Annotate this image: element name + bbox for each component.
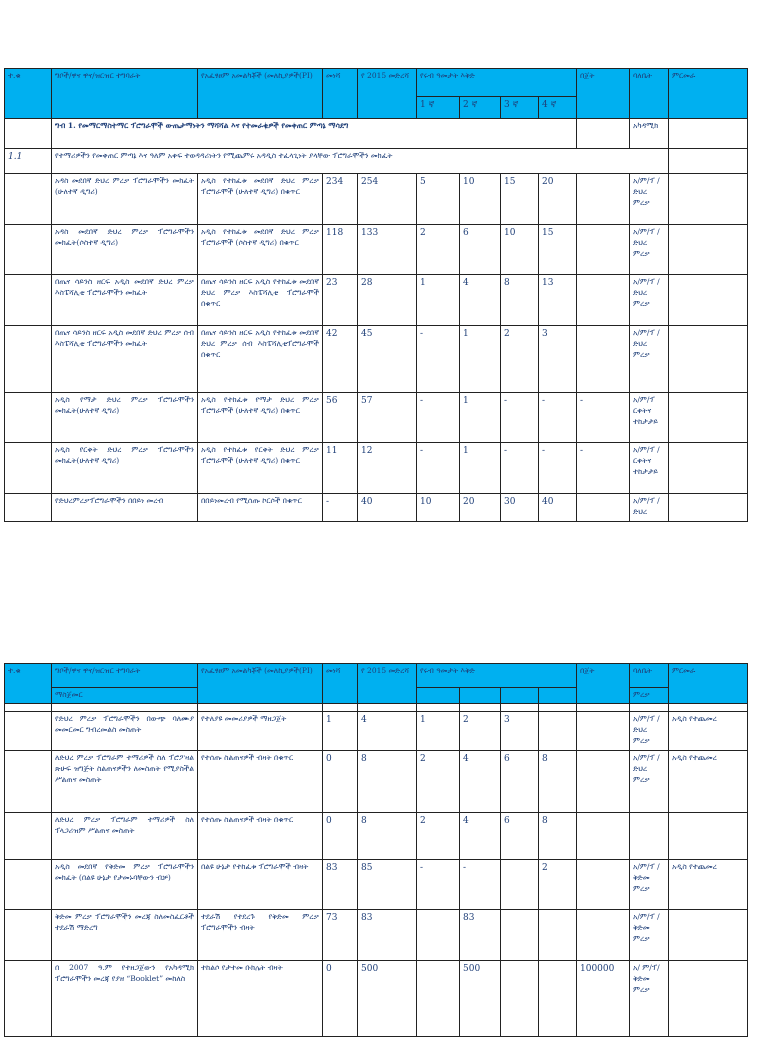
base-cell: 23 xyxy=(323,275,358,326)
owner-cell: አ/ም/ፕ / ድህረ xyxy=(630,494,669,522)
table-2-header-row xyxy=(5,664,748,688)
activity-cell: ለድህረ ምረቃ ፕሮግራም ተማሪዎች ስለ ፕላጋሪዝም ሥልጠና መስጠት xyxy=(52,812,198,859)
q3-cell: 15 xyxy=(501,174,539,225)
table-row xyxy=(5,275,748,326)
header-budget: በጀት xyxy=(577,664,630,704)
owner-cell: አ/ም/ፕ /ቅድመ ምረቃ xyxy=(630,909,669,960)
budget-cell xyxy=(577,326,630,393)
table-row xyxy=(5,326,748,393)
target-cell: 8 xyxy=(358,750,417,812)
q3-cell: 2 xyxy=(501,326,539,393)
budget-cell xyxy=(577,859,630,909)
target-cell: 40 xyxy=(358,494,417,522)
q4-cell: 2 xyxy=(539,859,577,909)
target-cell: 4 xyxy=(358,711,417,750)
remark-cell: አዲስ የተጨመረ xyxy=(669,859,748,909)
no-cell xyxy=(5,225,52,275)
pi-cell: አዲስ የተከፈቱ መደበኛ ድህረ ምረቃ ፕሮግራሞች (ሶስተኛ ዲግሪ) በቁጥር xyxy=(198,225,323,275)
budget-cell xyxy=(577,494,630,522)
q2-cell: 2 xyxy=(460,711,501,750)
pi-cell: በጤና ሳይንስ ዘርፍ አዲስ የተከፈቱ መደበኛ ድህረ ምረቃ ሰብ እስፔሻሊቲፕሮግራሞች በቁጥር xyxy=(198,326,323,393)
plan-table-2 xyxy=(4,663,748,1037)
table-row xyxy=(5,393,748,443)
header-pi: የአፈፃፀም አመልካቾች (መለኪያዎች(PI) xyxy=(198,664,323,704)
pi-cell: ተደራሽ የተደረጉ የቅድመ ምረቃ ፕሮግራሞችን ብዛት xyxy=(198,909,323,960)
continued-owner: ምረቃ xyxy=(630,688,669,704)
activity-cell: በጤና ሳይንስ ዘርፍ አዲስ መደበኛ ድህረ ምረቃ እስፔሻሊቲ ፕሮግራሞችን መክፈት xyxy=(52,275,198,326)
table-row xyxy=(5,225,748,275)
target-cell: 45 xyxy=(358,326,417,393)
goal-owner: አካዳሚክ xyxy=(630,119,669,149)
budget-cell: - xyxy=(577,443,630,494)
budget-cell: - xyxy=(577,393,630,443)
remark-cell xyxy=(669,960,748,1036)
q3-cell: 10 xyxy=(501,225,539,275)
subgoal-row xyxy=(5,149,748,174)
header-activity: ግቦች/ዋና ዋና/ዝርዝር ተግባራት xyxy=(52,69,198,119)
q4-cell xyxy=(539,909,577,960)
no-cell xyxy=(5,960,52,1036)
budget-cell xyxy=(577,174,630,225)
q2-cell: 20 xyxy=(460,494,501,522)
no-cell xyxy=(5,326,52,393)
remark-cell xyxy=(669,326,748,393)
target-cell: 8 xyxy=(358,812,417,859)
q2-cell: - xyxy=(460,859,501,909)
no-cell xyxy=(5,393,52,443)
no-cell xyxy=(5,494,52,522)
table-1-body xyxy=(5,174,748,522)
header-quarters: የሩብ ዓመታት እቅድ xyxy=(417,69,577,97)
q3-cell: - xyxy=(501,393,539,443)
owner-cell: አ/ም/ፕ / ድህረ ምረቃ xyxy=(630,174,669,225)
remark-cell xyxy=(669,275,748,326)
no-cell xyxy=(5,711,52,750)
table-row xyxy=(5,174,748,225)
no-cell xyxy=(5,909,52,960)
owner-cell: አ/ም/ፕ / ቅድመ ምረቃ xyxy=(630,859,669,909)
table-2-body xyxy=(5,711,748,1036)
header-activity: ግቦች/ዋና ዋና/ዝርዝር ተግባራት xyxy=(52,664,198,688)
pi-cell: በጤና ሳይንስ ዘርፍ አዲስ የተከፈቱ መደበኛ ድህረ ምረቃ እስፔሻሊቲ ፕሮግራሞች በቁጥር xyxy=(198,275,323,326)
owner-cell: አ/ም/ፕ / ድህረ ምረቃ xyxy=(630,225,669,275)
base-cell: - xyxy=(323,494,358,522)
budget-cell xyxy=(577,225,630,275)
pi-cell: የተሰጡ ስልጠናዎች ብዛት በቁጥር xyxy=(198,750,323,812)
target-cell: 500 xyxy=(358,960,417,1036)
q1-cell: 2 xyxy=(417,812,460,859)
owner-cell: አ/ም/ፕ / ድህረ ምረቃ xyxy=(630,711,669,750)
q1-cell xyxy=(417,960,460,1036)
remark-cell xyxy=(669,225,748,275)
q3-cell: 30 xyxy=(501,494,539,522)
pi-cell: በልዩ ሁኔታ የተከፈቱ ፕሮግራሞች ብዛት xyxy=(198,859,323,909)
q3-cell: 6 xyxy=(501,750,539,812)
pi-cell: አዲስ የተከፈቱ የማታ ድህረ ምረቃ ፕሮግራሞች (ሁለተኛ ዲግሪ) በቁጥር xyxy=(198,393,323,443)
remark-cell xyxy=(669,812,748,859)
base-cell: 11 xyxy=(323,443,358,494)
table-row xyxy=(5,711,748,750)
budget-cell xyxy=(577,275,630,326)
remark-cell: አዲስ የተጨመረ xyxy=(669,711,748,750)
remark-cell xyxy=(669,909,748,960)
header-owner: ባለቤት xyxy=(630,69,669,119)
goal-row xyxy=(5,119,748,149)
q1-cell: 2 xyxy=(417,225,460,275)
table-row xyxy=(5,750,748,812)
activity-cell: አዳስ መደበኛ ድህረ ምረቃ ፕሮግራሞችን መክፈት (ሁለተኛ ዲግሪ) xyxy=(52,174,198,225)
q3-cell: 6 xyxy=(501,812,539,859)
header-q4: 4 ኛ xyxy=(539,97,577,119)
owner-cell: አ/ም/ፕ ርቀትና ተከታታይ xyxy=(630,393,669,443)
header-remark: ምርመራ xyxy=(669,664,748,704)
header-base: መነሻ xyxy=(323,69,358,119)
no-cell xyxy=(5,750,52,812)
q1-cell: - xyxy=(417,393,460,443)
table-row xyxy=(5,443,748,494)
no-cell xyxy=(5,443,52,494)
q4-cell: 15 xyxy=(539,225,577,275)
q1-cell: 1 xyxy=(417,275,460,326)
no-cell xyxy=(5,275,52,326)
pi-cell: አዲስ የተከፈቱ መደበኛ ድህረ ምረቃ ፕሮግራሞች (ሁለተኛ ዲግሪ) በቁጥር xyxy=(198,174,323,225)
base-cell: 0 xyxy=(323,960,358,1036)
q3-cell xyxy=(501,909,539,960)
q1-cell: - xyxy=(417,443,460,494)
q1-cell: - xyxy=(417,859,460,909)
q3-cell: - xyxy=(501,443,539,494)
header-base: መነሻ xyxy=(323,664,358,704)
budget-cell xyxy=(577,711,630,750)
activity-cell: አዳስ መደበኛ ድህረ ምረቃ ፕሮግራሞችን መክፈት(ሶስተኛ ዲግሪ) xyxy=(52,225,198,275)
q3-cell xyxy=(501,960,539,1036)
base-cell: 56 xyxy=(323,393,358,443)
target-cell: 57 xyxy=(358,393,417,443)
header-no: ተ.ቁ xyxy=(5,69,52,119)
activity-cell: ቅድመ ምረቃ ፕሮግራሞችን መረጃ ስለመስፈርቶች ተደራሽ ማድረግ xyxy=(52,909,198,960)
base-cell: 0 xyxy=(323,812,358,859)
q2-cell: 4 xyxy=(460,750,501,812)
table-row xyxy=(5,909,748,960)
no-cell xyxy=(5,812,52,859)
table-row xyxy=(5,812,748,859)
header-target-2015: የ 2015 መድረሻ xyxy=(358,664,417,704)
q3-cell: 8 xyxy=(501,275,539,326)
activity-cell: ለድህረ ምረቃ ፕሮግራም ተማሪዎች ስለ ፕሮፖዛል ጽሁፍ ዝግጅት ስልጠናዎችን ለመስጠት የሚያስችል ሥልጠና መስጠት xyxy=(52,750,198,812)
q1-cell xyxy=(417,909,460,960)
owner-cell: አ/ም/ፕ / ድህረ ምረቃ xyxy=(630,275,669,326)
budget-cell xyxy=(577,909,630,960)
budget-cell xyxy=(577,812,630,859)
remark-cell xyxy=(669,443,748,494)
q2-cell: 4 xyxy=(460,275,501,326)
table-row xyxy=(5,494,748,522)
remark-cell xyxy=(669,393,748,443)
activity-cell: አዲስ የማታ ድህረ ምረቃ ፕሮግራሞችን መክፈት(ሁለተኛ ዲግሪ) xyxy=(52,393,198,443)
target-cell: 254 xyxy=(358,174,417,225)
owner-cell: አ/ም/ፕ / ድህረ ምረቃ xyxy=(630,326,669,393)
q1-cell: 2 xyxy=(417,750,460,812)
table-row xyxy=(5,859,748,909)
q4-cell: 40 xyxy=(539,494,577,522)
subgoal-index: 1.1 xyxy=(5,149,52,174)
header-remark: ምርመራ xyxy=(669,69,748,119)
budget-cell xyxy=(577,750,630,812)
q2-cell: 4 xyxy=(460,812,501,859)
base-cell: 234 xyxy=(323,174,358,225)
base-cell: 0 xyxy=(323,750,358,812)
q4-cell: 8 xyxy=(539,750,577,812)
plan-table-1 xyxy=(4,68,748,522)
q4-cell: - xyxy=(539,443,577,494)
header-q2: 2 ኛ xyxy=(460,97,501,119)
pi-cell: ተከልሶ የታተመ ቡክሌት ብዛት xyxy=(198,960,323,1036)
q3-cell: 3 xyxy=(501,711,539,750)
base-cell: 42 xyxy=(323,326,358,393)
remark-cell: አዲስ የተጨመረ xyxy=(669,750,748,812)
q3-cell xyxy=(501,859,539,909)
q4-cell: 8 xyxy=(539,812,577,859)
header-no: ተ.ቁ xyxy=(5,664,52,704)
owner-cell: አ/ም/ፕ / ድህረ ምረቃ xyxy=(630,750,669,812)
q4-cell xyxy=(539,960,577,1036)
q2-cell: 10 xyxy=(460,174,501,225)
q2-cell: 83 xyxy=(460,909,501,960)
header-budget: በጀት xyxy=(577,69,630,119)
header-owner: ባለቤት xyxy=(630,664,669,688)
target-cell: 28 xyxy=(358,275,417,326)
table-header-row xyxy=(5,69,748,97)
target-cell: 83 xyxy=(358,909,417,960)
table-row xyxy=(5,960,748,1036)
activity-cell: በ 2007 ዓ.ም የተዘጋጀውን የአካዳሚክ ፕሮግራሞችን መረጃ የያዘ “Booklet” መከለስ xyxy=(52,960,198,1036)
pi-cell: የተለያዩ መመሪያዎች ማዘጋጀት xyxy=(198,711,323,750)
activity-cell: የድህረ ምረቃ ፕሮግራሞችን በውጭ ባለሙያ መመርመር ግብረመልስ መስጠት xyxy=(52,711,198,750)
budget-cell: 100000 xyxy=(577,960,630,1036)
q1-cell: - xyxy=(417,326,460,393)
q2-cell: 1 xyxy=(460,326,501,393)
header-q3: 3 ኛ xyxy=(501,97,539,119)
base-cell: 118 xyxy=(323,225,358,275)
no-cell xyxy=(5,174,52,225)
activity-cell: አዲስ መደበኛ የቅድመ ምረቃ ፕሮግራሞችን መክፈት (በልዩ ሁኔታ የታመኑባቸውን ብቻ) xyxy=(52,859,198,909)
activity-cell: አዲስ የርቀት ድህረ ምረቃ ፕሮግራሞችን መክፈት(ሁለተኛ ዲግሪ) xyxy=(52,443,198,494)
q1-cell: 10 xyxy=(417,494,460,522)
q2-cell: 500 xyxy=(460,960,501,1036)
base-cell: 1 xyxy=(323,711,358,750)
q1-cell: 5 xyxy=(417,174,460,225)
q2-cell: 6 xyxy=(460,225,501,275)
owner-cell xyxy=(630,812,669,859)
remark-cell xyxy=(669,174,748,225)
header-pi: የአፈፃፀም አመልካቾች (መለኪያዎች(PI) xyxy=(198,69,323,119)
pi-cell: አዲስ የተከፈቱ የርቀት ድህረ ምረቃ ፕሮግራሞች (ሁለተኛ ዲግሪ) በቁጥር xyxy=(198,443,323,494)
no-cell xyxy=(5,859,52,909)
activity-cell: የድህረምረቃፕሮግራሞችን በበይነ መረብ xyxy=(52,494,198,522)
q2-cell: 1 xyxy=(460,393,501,443)
owner-cell: አ/ም/ፕ /ርቀትና ተከታታይ xyxy=(630,443,669,494)
base-cell: 73 xyxy=(323,909,358,960)
q4-cell xyxy=(539,711,577,750)
q1-cell: 1 xyxy=(417,711,460,750)
pi-cell: በበይነመረብ የሚሰጡ ኮርሶች በቁጥር xyxy=(198,494,323,522)
q2-cell: 1 xyxy=(460,443,501,494)
continued-activity: ማስጀመር xyxy=(52,688,198,704)
remark-cell xyxy=(669,494,748,522)
header-quarters: የሩብ ዓመታት እቅድ xyxy=(417,664,577,688)
target-cell: 85 xyxy=(358,859,417,909)
owner-cell: አ/ ም/ፕ/ ቅድመ ምረቃ xyxy=(630,960,669,1036)
target-cell: 12 xyxy=(358,443,417,494)
base-cell: 83 xyxy=(323,859,358,909)
q4-cell: 3 xyxy=(539,326,577,393)
q4-cell: 13 xyxy=(539,275,577,326)
goal-text: ግብ 1. የመማርማስተማር ፕሮግራሞች ውጤታማነትን ማሻሻል እና የተመራቂዎች የመቀጠር ምጣኔ ማሳደግ xyxy=(52,119,577,149)
target-cell: 133 xyxy=(358,225,417,275)
activity-cell: በጤና ሳይንስ ዘርፍ አዲስ መደበኛ ድህረ ምረቃ ሰብ እስፔሻሊቲ ፕሮግራሞችን መክፈት xyxy=(52,326,198,393)
subgoal-text: የተማሪዎችን የመቀጠር ምጣኔ እና ዓለም አቀፍ ተወዳዳሪነትን የሚጨምሩ አዳዲስ ተፈላጊነት ያላቸው ፕሮግራሞችን መክፈት xyxy=(52,149,669,174)
q4-cell: - xyxy=(539,393,577,443)
pi-cell: የተሰጡ ስልጠናዎች ብዛት በቁጥር xyxy=(198,812,323,859)
header-target-2015: የ 2015 መድረሻ xyxy=(358,69,417,119)
header-q1: 1 ኛ xyxy=(417,97,460,119)
q4-cell: 20 xyxy=(539,174,577,225)
